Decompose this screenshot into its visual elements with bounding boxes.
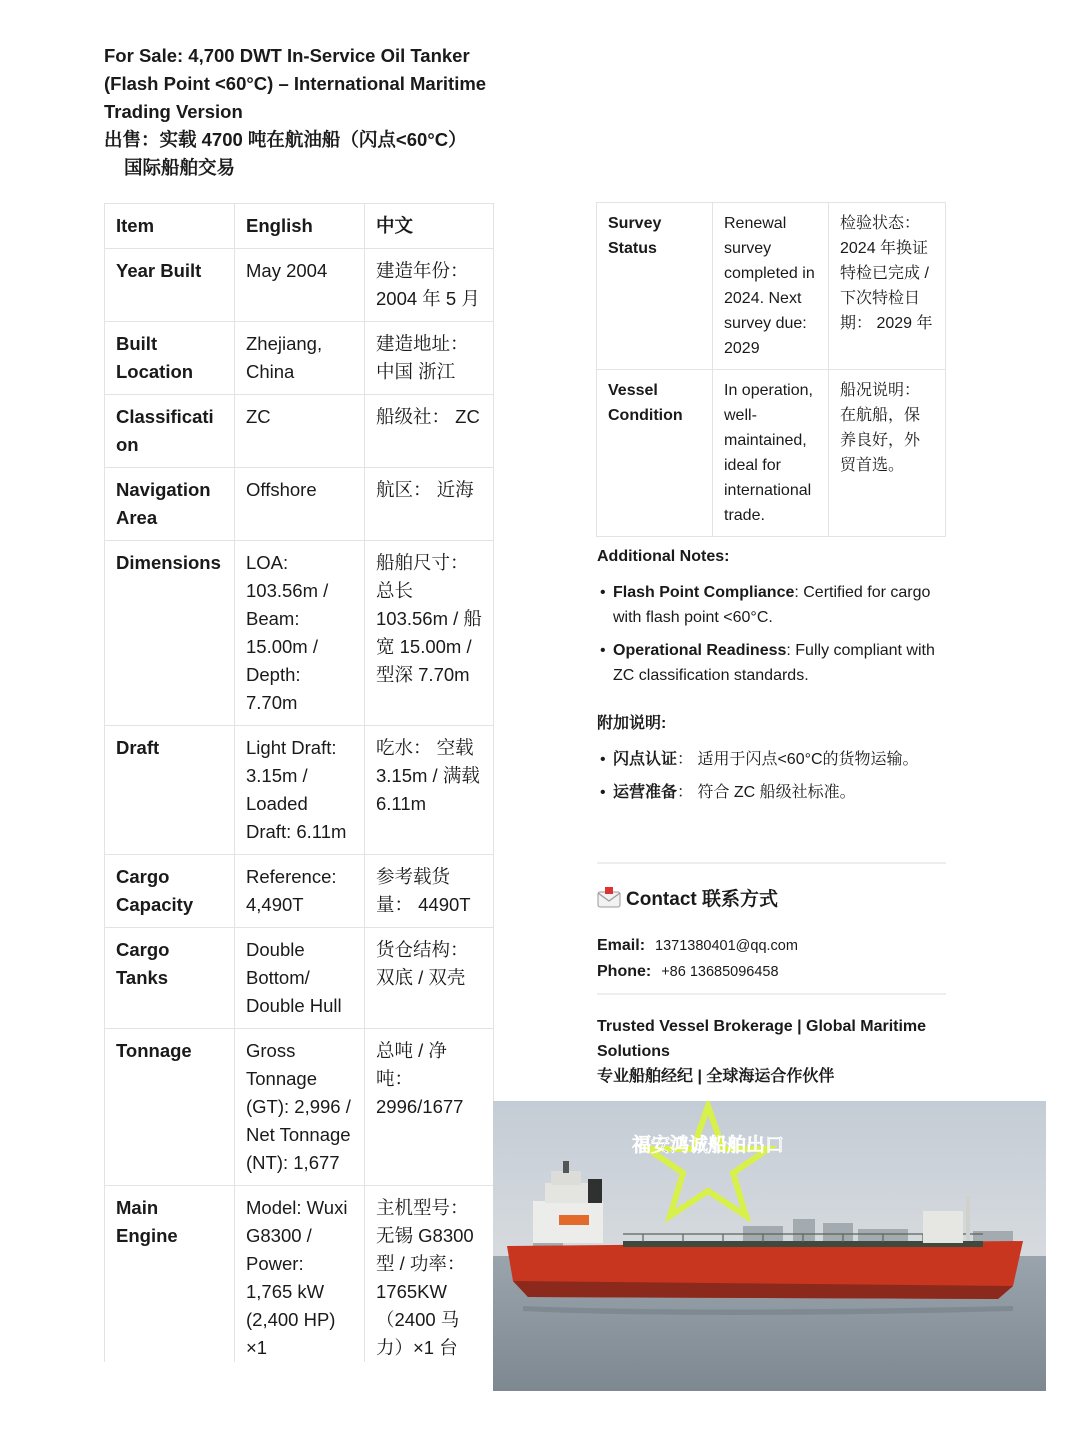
contact-title: Contact 联系方式 [626, 889, 779, 910]
row-item: Draft [105, 726, 235, 855]
additional-notes [597, 548, 957, 813]
row-chinese: 吃水： 空载 3.15m / 满载 6.11m [365, 726, 494, 855]
notes-heading-cn: 附加说明: [597, 715, 667, 732]
row-english: May 2004 [235, 249, 365, 322]
row-item: Tonnage [105, 1029, 235, 1186]
table-row [105, 541, 494, 726]
tagline-en: Trusted Vessel Brokerage | Global Maritime Solutions [597, 1018, 927, 1060]
row-item: Main Engine [105, 1186, 235, 1363]
title-en: For Sale: 4,700 DWT In-Service Oil Tanker (Flash Point <60°C) – International Maritime Trading Version [104, 45, 487, 122]
list-item [597, 747, 957, 772]
row-item: Classification [105, 395, 235, 468]
phone-label: Phone: [597, 963, 652, 980]
notes-list-cn [597, 747, 957, 805]
note-label: 运营准备 [613, 784, 678, 801]
row-item: Cargo Capacity [105, 855, 235, 928]
row-item: Vessel Condition [597, 370, 713, 537]
list-item [597, 580, 957, 630]
row-chinese: 总吨 / 净吨：2996/1677 [365, 1029, 494, 1186]
row-chinese: 货仓结构：双底 / 双壳 [365, 928, 494, 1029]
table-row [105, 1186, 494, 1363]
note-text: : Certified for cargo with flash point <60°C. [613, 584, 931, 626]
table-row [105, 322, 494, 395]
note-label: Flash Point Compliance [613, 584, 795, 601]
table-row [105, 249, 494, 322]
row-chinese: 船况说明：在航船，保养良好，外贸首选。 [829, 370, 946, 537]
list-item [597, 638, 957, 688]
row-item: Navigation Area [105, 468, 235, 541]
table-row [105, 468, 494, 541]
table-row [105, 855, 494, 928]
survey-table [596, 202, 946, 537]
row-english: Reference: 4,490T [235, 855, 365, 928]
table-row [105, 726, 494, 855]
row-item: Cargo Tanks [105, 928, 235, 1029]
title-cn-2: 国际船舶交易 [124, 157, 236, 178]
email-label: Email: [597, 937, 646, 954]
photo-watermark: 福安鸿诚船舶出口 [631, 1134, 785, 1156]
note-label: 闪点认证 [613, 751, 678, 768]
email-value[interactable]: 1371380401@qq.com [655, 938, 798, 954]
envelope-icon [597, 887, 621, 909]
note-text: ： 适用于闪点<60°C的货物运输。 [677, 751, 919, 768]
table-row [597, 203, 946, 370]
tagline-cn: 专业船舶经纪 | 全球海运合作伙伴 [597, 1068, 835, 1085]
row-item: Dimensions [105, 541, 235, 726]
row-chinese: 检验状态：2024 年换证特检已完成 / 下次特检日期： 2029 年 [829, 203, 946, 370]
row-english: Offshore [235, 468, 365, 541]
table-row [597, 370, 946, 537]
phone-row [597, 959, 957, 985]
row-chinese: 参考载货量： 4490T [365, 855, 494, 928]
table-row [105, 928, 494, 1029]
email-row [597, 933, 957, 959]
tagline [597, 1014, 957, 1089]
row-chinese: 船舶尺寸：总长 103.56m / 船宽 15.00m / 型深 7.70m [365, 541, 494, 726]
divider [597, 862, 946, 864]
row-english: Model: Wuxi G8300 / Power: 1,765 kW (2,400 HP) ×1 [235, 1186, 365, 1363]
row-english: Double Bottom/ Double Hull [235, 928, 365, 1029]
listing-title [104, 42, 524, 182]
row-chinese: 船级社： ZC [365, 395, 494, 468]
spec-table [104, 203, 494, 1362]
row-item: Year Built [105, 249, 235, 322]
header-english: English [235, 204, 365, 249]
note-label: Operational Readiness [613, 642, 787, 659]
row-item: Survey Status [597, 203, 713, 370]
note-text: : Fully compliant with ZC classification standards. [613, 642, 935, 684]
header-chinese: 中文 [365, 204, 494, 249]
divider [597, 993, 946, 995]
table-row [105, 395, 494, 468]
row-english: Gross Tonnage (GT): 2,996 / Net Tonnage (NT): 1,677 [235, 1029, 365, 1186]
row-chinese: 航区： 近海 [365, 468, 494, 541]
phone-value[interactable]: +86 13685096458 [661, 964, 779, 980]
table-header-row [105, 204, 494, 249]
notes-list-en [597, 580, 957, 688]
contact-heading [597, 884, 957, 911]
header-item: Item [105, 204, 235, 249]
row-english: LOA: 103.56m / Beam: 15.00m / Depth: 7.70m [235, 541, 365, 726]
row-chinese: 主机型号：无锡 G8300 型 / 功率：1765KW （2400 马力）×1 台 [365, 1186, 494, 1363]
row-chinese: 建造年份：2004 年 5 月 [365, 249, 494, 322]
row-english: Zhejiang, China [235, 322, 365, 395]
contact-section [597, 884, 957, 985]
row-english: ZC [235, 395, 365, 468]
tanker-illustration [493, 1101, 1046, 1391]
row-chinese: 建造地址：中国 浙江 [365, 322, 494, 395]
row-item: Built Location [105, 322, 235, 395]
title-cn: 出售：实载 4700 吨在航油船（闪点<60°C） [104, 129, 467, 150]
list-item [597, 780, 957, 805]
row-english: Renewal survey completed in 2024. Next survey due: 2029 [713, 203, 829, 370]
table-row [105, 1029, 494, 1186]
note-text: ： 符合 ZC 船级社标准。 [677, 784, 856, 801]
row-english: In operation, well-maintained, ideal for international trade. [713, 370, 829, 537]
notes-heading-en: Additional Notes: [597, 548, 730, 565]
row-english: Light Draft: 3.15m / Loaded Draft: 6.11m [235, 726, 365, 855]
vessel-photo [493, 1101, 1046, 1391]
